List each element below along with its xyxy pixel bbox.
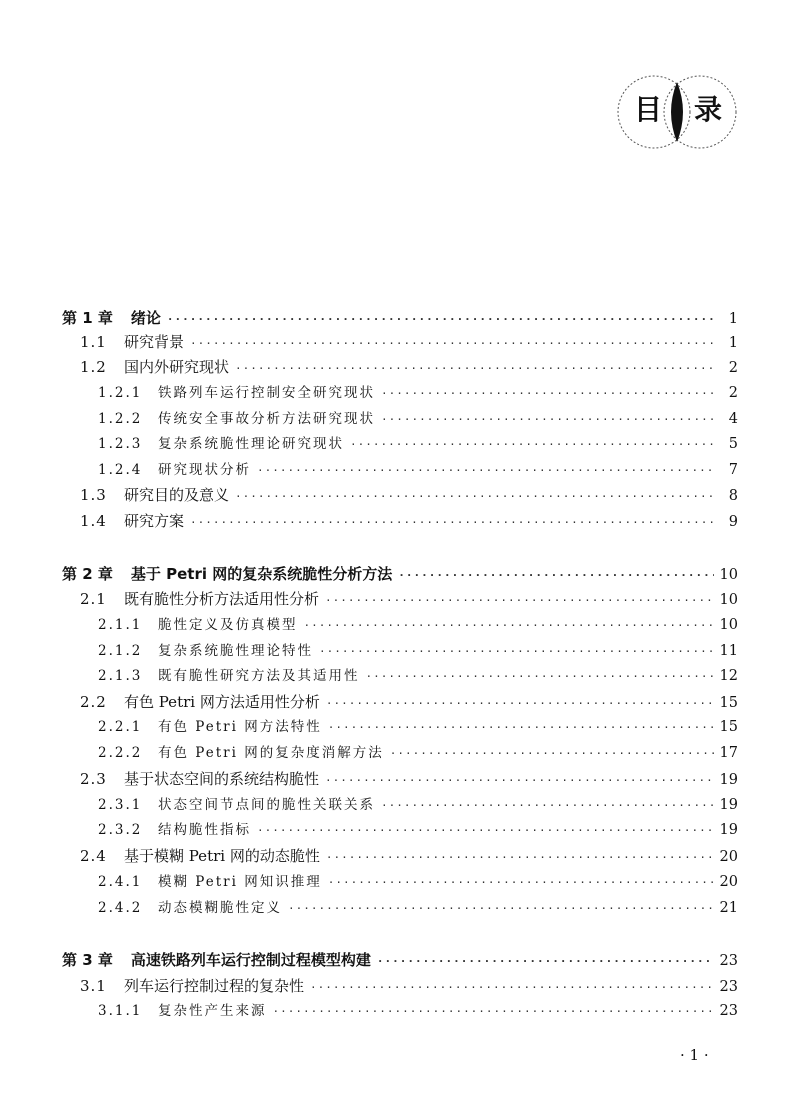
toc-entry-page: 20 [719, 874, 738, 890]
toc-entry-sub[interactable] [98, 665, 738, 687]
toc-entry-page: 1 [728, 335, 738, 351]
toc-entry-page: 23 [719, 953, 738, 969]
dot-leader [273, 1001, 714, 1023]
toc-entry-title: 研究背景 [124, 333, 185, 351]
toc-entry-title: 既有脆性研究方法及其适用性 [158, 668, 360, 684]
toc-entry-sec[interactable] [80, 975, 738, 997]
toc-entry-sec[interactable] [80, 510, 738, 532]
toc-entry-sec[interactable] [80, 845, 738, 867]
dot-leader [328, 717, 714, 739]
toc-entry-number: 2.3.2 [98, 822, 143, 838]
toc-entry-sec[interactable] [80, 588, 738, 610]
dot-leader [377, 951, 714, 973]
toc-entry-sub[interactable] [98, 897, 738, 919]
toc-entry-title: 基于模糊 Petri 网的动态脆性 [124, 847, 320, 865]
toc-entry-number: 2.4.1 [98, 874, 143, 890]
toc-entry-page: 4 [728, 411, 738, 427]
toc-entry-page: 15 [719, 719, 738, 735]
toc-entry-page: 12 [719, 668, 738, 684]
toc-entry-title: 结构脆性指标 [158, 822, 251, 838]
dot-leader [235, 486, 716, 508]
toc-entry-title: 动态模糊脆性定义 [158, 900, 282, 916]
toc-entry-page: 21 [719, 900, 738, 916]
toc-entry-page: 11 [719, 643, 738, 659]
page-folio: · 1 · [680, 1046, 709, 1064]
toc-entry-title: 复杂系统脆性理论特性 [158, 643, 313, 659]
dot-leader [304, 615, 714, 637]
toc-entry-page: 9 [728, 514, 738, 530]
toc-entry-title: 既有脆性分析方法适用性分析 [124, 590, 320, 608]
toc-entry-number: 1.4 [80, 512, 107, 530]
toc-entry-chapter[interactable] [62, 307, 738, 329]
toc-entry-sub[interactable] [98, 382, 738, 404]
toc-entry-number: 1.2.2 [98, 411, 143, 427]
toc-entry-title: 研究目的及意义 [124, 486, 230, 504]
dot-leader [167, 309, 716, 331]
toc-entry-sec[interactable] [80, 331, 738, 353]
toc-entry-number: 2.4.2 [98, 900, 143, 916]
toc-entry-title: 基于状态空间的系统结构脆性 [124, 770, 320, 788]
toc-entry-sec[interactable] [80, 484, 738, 506]
toc-entry-title: 有色 Petri 网方法特性 [158, 719, 322, 735]
toc-entry-title: 研究方案 [124, 512, 185, 530]
dot-leader [381, 383, 716, 405]
toc-entry-number: 1.1 [80, 333, 107, 351]
dot-leader [310, 977, 714, 999]
toc-entry-number: 3.1 [80, 977, 107, 995]
dot-leader [350, 434, 716, 456]
toc-entry-number: 1.2.4 [98, 462, 143, 478]
header-char-lu: 录 [694, 93, 723, 126]
dot-leader [235, 358, 716, 380]
toc-entry-number: 2.2 [80, 693, 107, 711]
toc-entry-title: 铁路列车运行控制安全研究现状 [158, 385, 375, 401]
toc-entry-number: 1.2.3 [98, 436, 143, 452]
toc-entry-page: 10 [719, 592, 738, 608]
toc-entry-sec[interactable] [80, 768, 738, 790]
toc-entry-number: 2.2.2 [98, 745, 143, 761]
dot-leader [328, 872, 714, 894]
dot-leader [190, 333, 716, 355]
toc-entry-sub[interactable] [98, 819, 738, 841]
toc-entry-page: 23 [719, 1003, 738, 1019]
toc-entry-sub[interactable] [98, 742, 738, 764]
dot-leader [325, 770, 714, 792]
toc-entry-number: 2.3 [80, 770, 107, 788]
dot-leader [390, 743, 714, 765]
toc-entry-number: 2.1.1 [98, 617, 143, 633]
toc-entry-page: 10 [719, 567, 738, 583]
toc-entry-page: 15 [719, 695, 738, 711]
toc-entry-title: 有色 Petri 网方法适用性分析 [124, 693, 320, 711]
toc-entry-number: 2.1.3 [98, 668, 143, 684]
toc-entry-page: 7 [728, 462, 738, 478]
dot-leader [257, 820, 714, 842]
toc-entry-sec[interactable] [80, 356, 738, 378]
dot-leader [366, 666, 714, 688]
toc-entry-page: 2 [728, 360, 738, 376]
toc-entry-number: 2.3.1 [98, 797, 143, 813]
toc-entry-title: 列车运行控制过程的复杂性 [124, 977, 305, 995]
toc-entry-sub[interactable] [98, 614, 738, 636]
toc-entry-title: 模糊 Petri 网知识推理 [158, 874, 322, 890]
toc-entry-page: 10 [719, 617, 738, 633]
toc-entry-title: 研究现状分析 [158, 462, 251, 478]
toc-entry-number: 1.3 [80, 486, 107, 504]
toc-entry-title: 脆性定义及仿真模型 [158, 617, 298, 633]
dot-leader [381, 409, 716, 431]
toc-entry-sub[interactable] [98, 459, 738, 481]
dot-leader [381, 795, 714, 817]
toc-entry-number: 1.2 [80, 358, 107, 376]
toc-entry-page: 8 [728, 488, 738, 504]
toc-entry-title: 国内外研究现状 [124, 358, 230, 376]
toc-entry-title: 复杂性产生来源 [158, 1003, 267, 1019]
dot-leader [326, 693, 714, 715]
dot-leader [257, 460, 716, 482]
toc-entry-title: 复杂系统脆性理论研究现状 [158, 436, 344, 452]
toc-entry-sub[interactable] [98, 433, 738, 455]
toc-entry-number: 第 1 章 [62, 309, 113, 327]
toc-entry-number: 2.4 [80, 847, 107, 865]
toc-entry-page: 19 [719, 772, 738, 788]
toc-entry-title: 传统安全事故分析方法研究现状 [158, 411, 375, 427]
toc-entry-page: 1 [728, 311, 738, 327]
toc-entry-number: 第 2 章 [62, 565, 113, 583]
toc-entry-page: 2 [728, 385, 738, 401]
toc-entry-chapter[interactable] [62, 949, 738, 971]
toc-entry-page: 23 [719, 979, 738, 995]
dot-leader [288, 898, 714, 920]
toc-entry-sub[interactable] [98, 408, 738, 430]
toc-entry-page: 17 [719, 745, 738, 761]
toc-entry-number: 2.1 [80, 590, 107, 608]
toc-entry-page: 19 [719, 797, 738, 813]
toc-entry-title: 绪论 [130, 309, 161, 327]
header-char-mu: 目 [634, 93, 663, 126]
toc-entry-number: 2.2.1 [98, 719, 143, 735]
dot-leader [325, 590, 714, 612]
toc-entry-page: 5 [728, 436, 738, 452]
toc-entry-sub[interactable] [98, 716, 738, 738]
toc-entry-number: 1.2.1 [98, 385, 143, 401]
toc-entry-page: 19 [719, 822, 738, 838]
dot-leader [319, 641, 714, 663]
toc-entry-chapter[interactable] [62, 563, 738, 585]
toc-entry-number: 2.1.2 [98, 643, 143, 659]
toc-entry-page: 20 [719, 849, 738, 865]
dot-leader [398, 565, 713, 587]
toc-entry-sub[interactable] [98, 871, 738, 893]
toc-entry-sub[interactable] [98, 1000, 738, 1022]
toc-entry-sub[interactable] [98, 794, 738, 816]
dot-leader [190, 512, 716, 534]
toc-entry-title: 基于 Petri 网的复杂系统脆性分析方法 [130, 565, 393, 583]
dot-leader [326, 847, 714, 869]
toc-entry-sec[interactable] [80, 691, 738, 713]
toc-entry-sub[interactable] [98, 640, 738, 662]
toc-entry-title: 状态空间节点间的脆性关联关系 [158, 797, 375, 813]
toc-entry-number: 第 3 章 [62, 951, 113, 969]
toc-entry-title: 高速铁路列车运行控制过程模型构建 [130, 951, 371, 969]
toc-entry-number: 3.1.1 [98, 1003, 143, 1019]
toc-entry-title: 有色 Petri 网的复杂度消解方法 [158, 745, 384, 761]
